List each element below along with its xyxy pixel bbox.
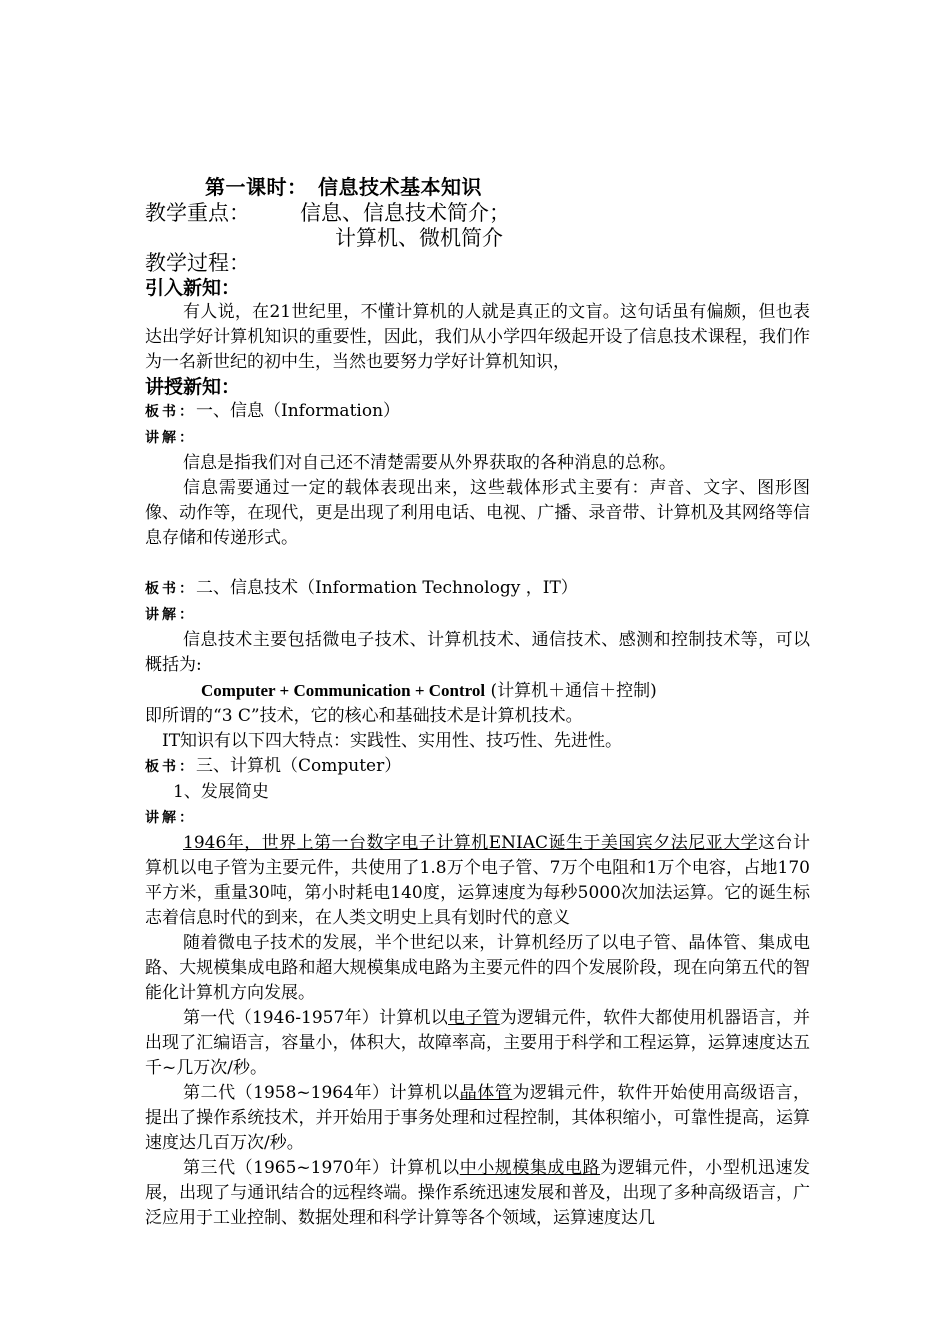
- generation-3: [145, 1156, 810, 1231]
- history-subheading: 1、发展简史: [173, 782, 269, 802]
- gen3-details: 为逻辑元件，小型机迅速发展，出现了与通讯结合的远程终端。操作系统迅速发展和普及，出现了多种高级语言，广泛应用于工业控制、数据处理和科学计算等各个领域，运算速度达几: [145, 1158, 810, 1228]
- three-c-note: 即所谓的“3 C”技术，它的核心和基础技术是计算机技术。: [145, 706, 583, 726]
- focus-line-2: 计算机、微机简介: [335, 226, 503, 250]
- teach-heading: 讲授新知：: [145, 376, 241, 398]
- explain-label: 讲解：: [145, 810, 196, 826]
- gen2-component: 晶体管: [459, 1083, 513, 1103]
- board-line-1: [145, 399, 810, 425]
- gen1-details: 为逻辑元件，软件大都使用机器语言，并出现了汇编语言，容量小，体积大，故障率高，主要用于科学和工程运算，运算速度达五千~几万次/秒。: [145, 1008, 810, 1078]
- info-carrier: 信息需要通过一定的载体表现出来，这些载体形式主要有：声音、文字、图形图像、动作等，在现代，更是出现了利用电话、电视、广播、录音带、计算机及其网络等信息存储和传递形式。: [145, 478, 810, 548]
- it-features: IT知识有以下四大特点：实践性、实用性、技巧性、先进性。: [162, 731, 623, 751]
- board-label: 板书：: [145, 404, 196, 420]
- gen3-component: 中小规模集成电路: [459, 1158, 601, 1178]
- board-text-2: 二、信息技术（Information Technology ，IT）: [196, 578, 578, 598]
- board-line-2: [145, 576, 810, 602]
- board-line-3: [145, 754, 810, 780]
- explain-line-1: [145, 425, 810, 451]
- it-summary: 信息技术主要包括微电子技术、计算机技术、通信技术、感测和控制技术等，可以概括为:: [145, 630, 810, 675]
- intro-paragraph: 有人说，在21世纪里，不懂计算机的人就是真正的文盲。这句话虽有偏颇，但也表达出学好计算机知识的重要性，因此，我们从小学四年级起开设了信息技术课程，我们作为一名新世纪的初中生，当然也要努力学好计算机知识，: [145, 302, 810, 372]
- explain-label: 讲解：: [145, 607, 196, 623]
- spacer: [145, 551, 810, 576]
- eniac-underlined: 1946年，世界上第一台数字电子计算机ENIAC诞生于美国宾夕法尼亚大学: [183, 833, 759, 853]
- focus-line-1: [145, 201, 810, 226]
- explain-label: 讲解：: [145, 430, 196, 446]
- eniac-details: 这台计算机以电子管为主要元件，共使用了1.8万个电子管、7万个电阻和1万个电容，占地170平方米，重量30吨，第小时耗电140度，运算速度为每秒5000次加法运算。它的诞生标志着信息时代的到来，在人类文明史上具有划时代的意义: [145, 833, 811, 928]
- gen3-prefix: 第三代（1965~1970年）计算机以: [183, 1158, 460, 1178]
- focus-label: 教学重点：: [145, 201, 250, 225]
- intro-heading: 引入新知：: [145, 277, 241, 299]
- lesson-title: 第一课时： 信息技术基本知识: [205, 175, 482, 199]
- generation-1: [145, 1006, 810, 1081]
- info-definition: 信息是指我们对自己还不清楚需要从外界获取的各种消息的总称。: [183, 453, 676, 473]
- three-c-formula: [145, 678, 810, 704]
- process-label: 教学过程：: [145, 251, 250, 275]
- gen2-prefix: 第二代（1958~1964年）计算机以: [183, 1083, 460, 1103]
- gen1-prefix: 第一代（1946-1957年）计算机以: [183, 1008, 449, 1028]
- board-label: 板书：: [145, 581, 196, 597]
- explain-line-2: [145, 602, 810, 628]
- formula-english: Computer + Communication + Control: [201, 681, 486, 700]
- explain-line-3: [145, 805, 810, 831]
- formula-chinese: (计算机＋通信＋控制): [485, 681, 657, 701]
- board-text-1: 一、信息（Information）: [196, 401, 401, 421]
- gen2-details: 为逻辑元件，软件开始使用高级语言，提出了操作系统技术，并开始用于事务处理和过程控制，其体积缩小，可靠性提高，运算速度达几百万次/秒。: [145, 1083, 810, 1153]
- development-paragraph: 随着微电子技术的发展，半个世纪以来，计算机经历了以电子管、晶体管、集成电路、大规模集成电路和超大规模集成电路为主要元件的四个发展阶段，现在向第五代的智能化计算机方向发展。: [145, 933, 810, 1003]
- board-label: 板书：: [145, 759, 196, 775]
- board-text-3: 三、计算机（Computer）: [196, 756, 402, 776]
- gen1-component: 电子管: [448, 1008, 500, 1028]
- document-body: [145, 174, 810, 1231]
- focus-item-1: 信息、信息技术简介；: [300, 201, 510, 225]
- generation-2: [145, 1081, 810, 1156]
- eniac-paragraph: [145, 831, 810, 931]
